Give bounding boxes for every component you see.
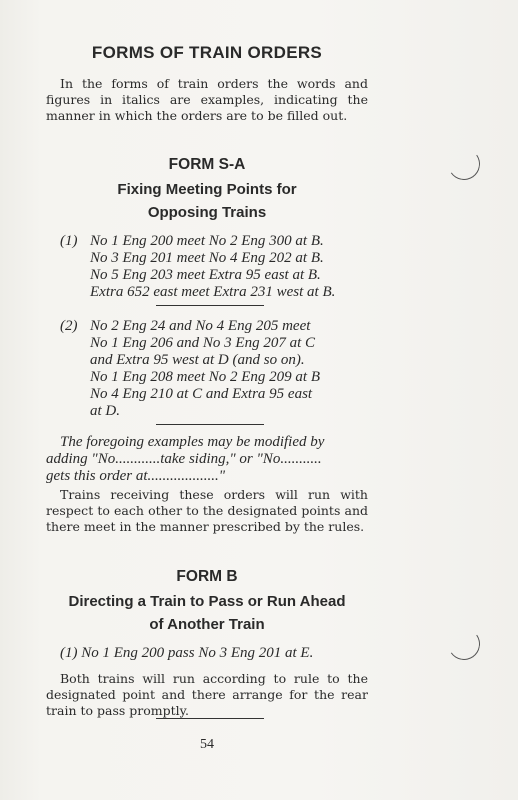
binder-hole [445, 145, 482, 182]
modification-note: The foregoing examples may be modified by adding "No............take siding," or "No........... gets this order at..................." [46, 434, 325, 484]
form-sa-example-1: (1) No 1 Eng 200 meet No 2 Eng 300 at B. No 3 Eng 201 meet No 4 Eng 202 at B. No 5 Eng 203 meet Extra 95 east at B. Extra 652 east meet Extra 231 west at B. [60, 233, 336, 300]
form-sa-subheading-line1: Fixing Meeting Points for [117, 181, 297, 198]
form-sa-example-2: (2) No 2 Eng 24 and No 4 Eng 205 meet No 1 Eng 206 and No 3 Eng 207 at C and Extra 95 west at D (and so on). No 1 Eng 208 meet No 2 Eng 209 at B No 4 Eng 210 at C and Extra 95 east at D. [60, 318, 320, 419]
form-b-subheading-line2: of Another Train [149, 616, 265, 633]
form-sa-heading: FORM S-A [168, 156, 246, 173]
form-sa-explanation: Trains receiving these orders will run with respect to each other to the designated points and there meet in the manner prescribed by the rules. [46, 487, 368, 534]
form-b-heading: FORM B [176, 568, 238, 585]
form-sa-subheading-line2: Opposing Trains [147, 204, 267, 221]
divider-rule [156, 305, 264, 306]
page-number: 54 [200, 737, 214, 752]
binder-hole [445, 625, 482, 662]
page-title: FORMS OF TRAIN ORDERS [91, 43, 323, 62]
intro-paragraph: In the forms of train orders the words and figures in italics are examples, indicating the manner in which the orders are to be filled out. [46, 76, 368, 123]
divider-rule [156, 424, 264, 425]
form-b-example: (1) No 1 Eng 200 pass No 3 Eng 201 at E. [60, 645, 314, 661]
divider-rule [156, 718, 264, 719]
form-b-explanation: Both trains will run according to rule to the designated point and there arrange for the rear train to pass promptly. [46, 671, 368, 718]
form-b-subheading-line1: Directing a Train to Pass or Run Ahead [68, 593, 346, 610]
